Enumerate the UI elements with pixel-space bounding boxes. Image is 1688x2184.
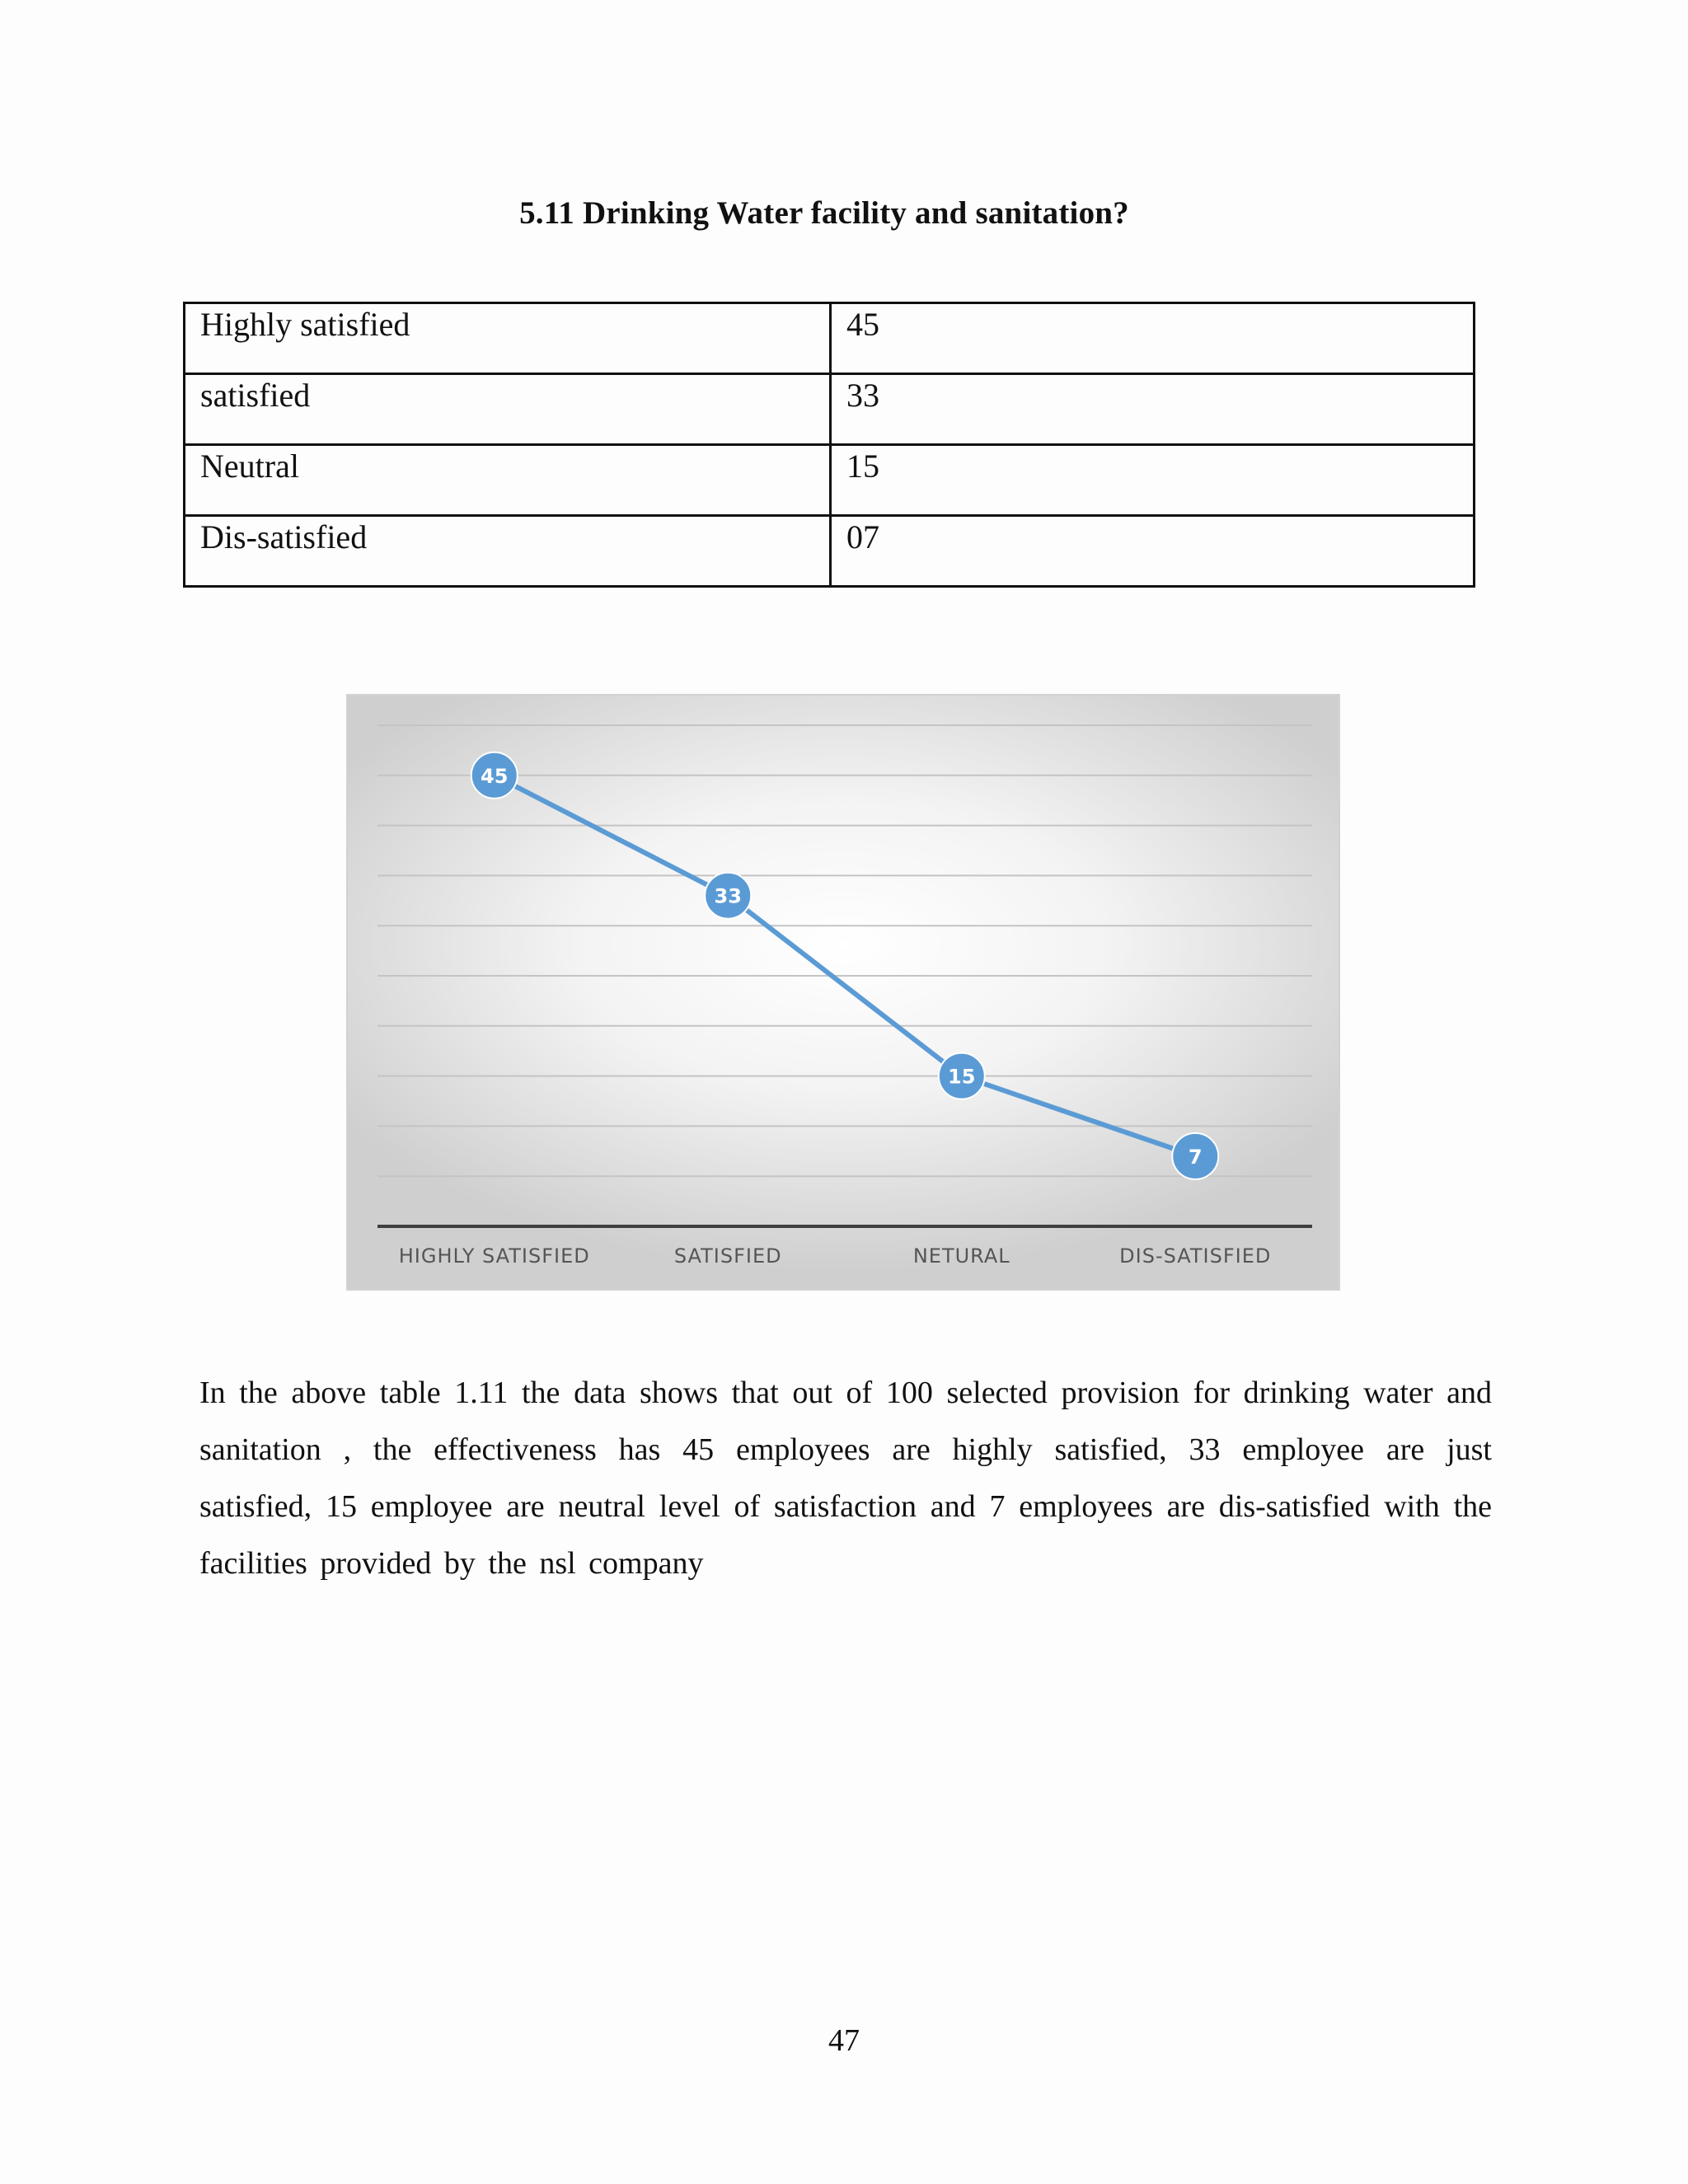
table-cell-label: satisfied xyxy=(185,374,831,445)
table-cell-value: 45 xyxy=(831,303,1475,374)
table-cell-value: 15 xyxy=(831,445,1475,516)
line-chart xyxy=(346,694,1340,1291)
table-cell-label: Dis-satisfied xyxy=(185,516,831,587)
table-row xyxy=(185,374,1475,445)
data-label: 33 xyxy=(714,884,742,908)
data-label: 7 xyxy=(1188,1145,1203,1169)
table-cell-value: 07 xyxy=(831,516,1475,587)
satisfaction-table xyxy=(183,302,1475,588)
x-tick-label: SATISFIED xyxy=(673,1244,782,1268)
x-tick-label: DIS-SATISFIED xyxy=(1119,1244,1272,1268)
x-tick-label: NETURAL xyxy=(912,1244,1010,1268)
analysis-paragraph: In the above table 1.11 the data shows that out of 100 selected provision for drinking water and sanitation , the effectiveness has 45 employees are highly satisfied, 33 employee are just satisfied, 15 employee are neutral level of satisfaction and 7 employees are dis-satisfied with the facilities provided by the nsl company xyxy=(199,1376,1492,1581)
table-cell-label: Neutral xyxy=(185,445,831,516)
table-row xyxy=(185,445,1475,516)
page-number: 47 xyxy=(828,2023,860,2058)
data-label: 15 xyxy=(948,1065,976,1089)
section-heading: 5.11 Drinking Water facility and sanitation? xyxy=(519,195,1129,231)
line-chart-svg xyxy=(348,696,1342,1292)
series-line xyxy=(495,776,1196,1156)
table-row xyxy=(185,303,1475,374)
data-label: 45 xyxy=(481,764,509,788)
table-row xyxy=(185,516,1475,587)
table-cell-value: 33 xyxy=(831,374,1475,445)
table-cell-label: Highly satisfied xyxy=(185,303,831,374)
x-tick-label: HIGHLY SATISFIED xyxy=(398,1244,590,1268)
